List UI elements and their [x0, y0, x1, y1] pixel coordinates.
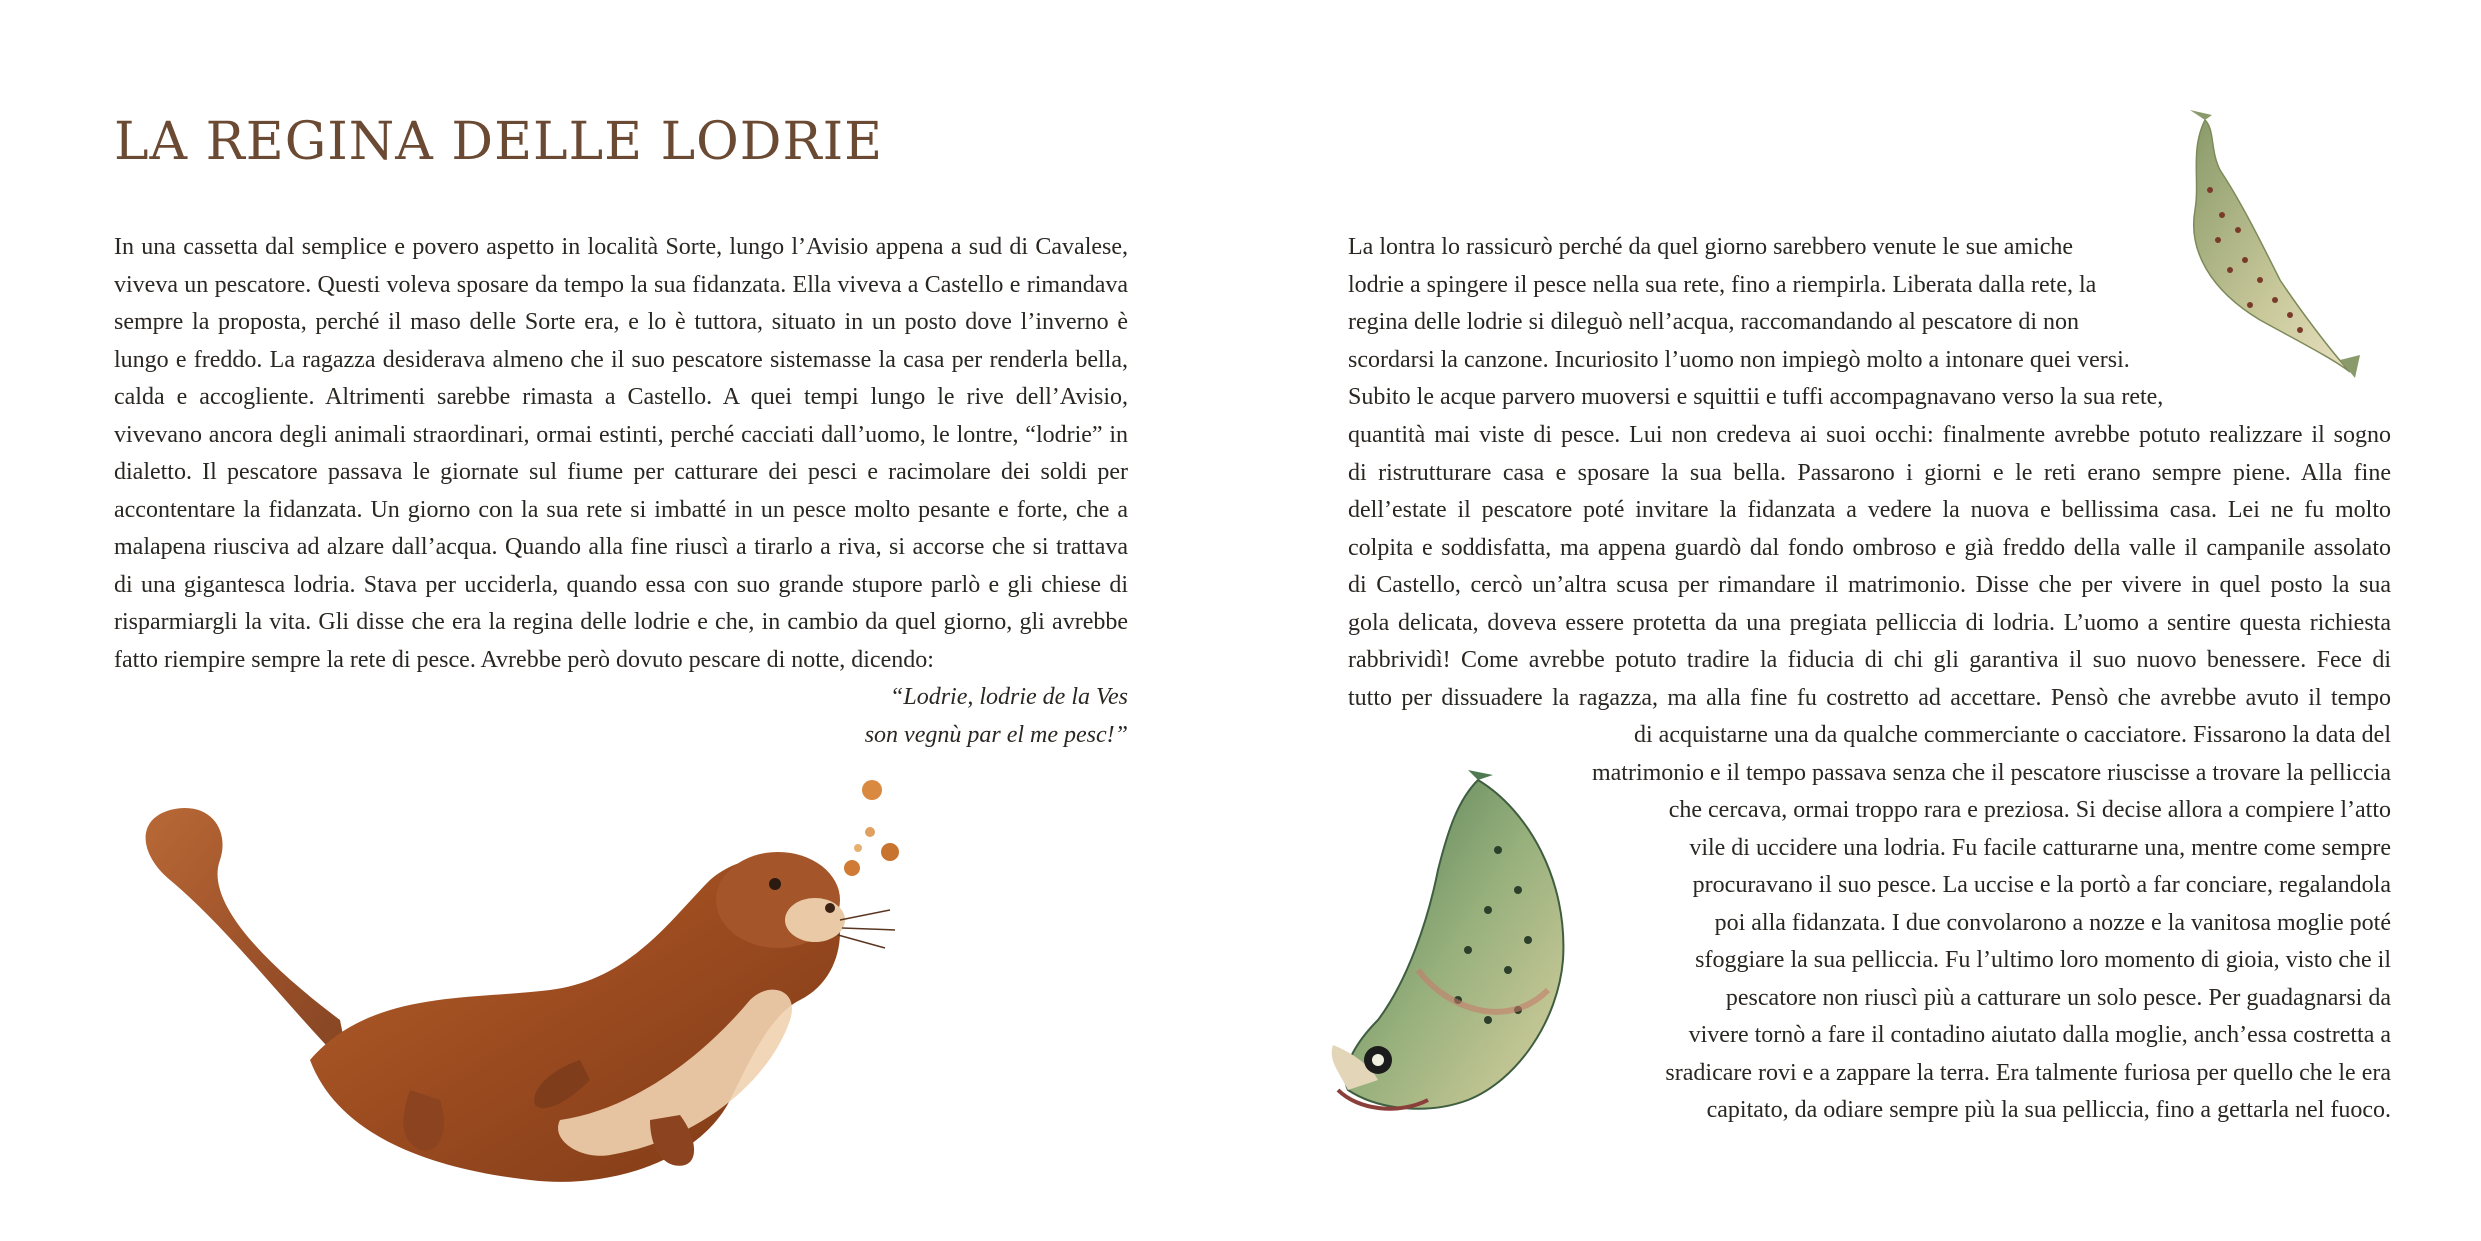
- story-line: scordarsi la canzone. Incuriosito l’uomo non impiegò molto a intonare quei versi.: [1348, 346, 2130, 373]
- story-line: vile di uccidere una lodria. Fu facile catturarne una, mentre come sempre: [1689, 834, 2391, 861]
- story-paragraph-left: In una cassetta dal semplice e povero aspetto in località Sorte, lungo l’Avisio appena a sud di Cavalese, viveva un pescatore. Questi voleva sposare da tempo la sua fidanzata. Ella viveva a Castello e rimandava sempre la proposta, perché il maso delle Sorte era, e lo è tuttora, situato in un posto dove l’inverno è lungo e freddo. La ragazza desiderava almeno che il suo pescatore sistemasse la casa per renderla bella, calda e accogliente. Altrimenti sarebbe rimasta a Castello. A quei tempi lungo le rive dell’Avisio, vivevano ancora degli animali straordinari, ormai estinti, perché cacciati dall’uomo, le lontre, “lodrie” in dialetto. Il pescatore passava le giornate sul fiume per catturare dei pesci e racimolare dei soldi per accontentare la fidanzata. Un giorno con la sua rete si imbatté in un pesce molto pesante e forte, che a malapena riusciva ad alzare dall’acqua. Quando alla fine riuscì a tirarlo a riva, si accorse che si trattava di una gigantesca lodria. Stava per ucciderla, quando essa con suo grande stupore parlò e gli chiese di risparmiargli la vita. Gli disse che era la regina delle lodrie e che, in cambio da quel giorno, gli avrebbe fatto riempire sempre la rete di pesce. Avrebbe però dovuto pescare di notte, dicendo:: [114, 234, 1128, 673]
- story-line: dell’estate il pescatore poté invitare la fidanzata a vedere la nuova e bellissima casa. Lei ne fu molto: [1348, 497, 2391, 523]
- story-line: gola delicata, doveva essere protetta da una pregiata pelliccia di lodria. L’uomo a sentire questa richiesta: [1348, 609, 2391, 636]
- right-story-middle: [1348, 417, 2391, 717]
- story-line: tutto per dissuadere la ragazza, ma alla fine fu costretto ad accettare. Pensò che avrebbe avuto il tempo: [1348, 684, 2391, 711]
- story-line: procuravano il suo pesce. La uccise e la portò a far conciare, regalandola: [1692, 872, 2391, 898]
- dialect-rhyme: [114, 679, 1128, 754]
- story-line: matrimonio e il tempo passava senza che il pescatore riuscisse a trovare la pelliccia: [1591, 759, 2391, 786]
- page-title: LA REGINA DELLE LODRIE: [114, 112, 884, 172]
- rhyme-line-2: son vegnù par el me pesc!”: [864, 721, 1128, 748]
- story-line: di ristrutturare casa e sposare la sua bella. Passarono i giorni e le reti erano sempre piene. Alla fine: [1348, 459, 2391, 486]
- story-line: vivere tornò a fare il contadino aiutato dalla moglie, anch’essa costretta a: [1688, 1022, 2391, 1048]
- story-line: regina delle lodrie si dileguò nell’acqua, raccomandando al pescatore di non: [1348, 309, 2080, 335]
- story-line: lodrie a spingere il pesce nella sua rete, fino a riempirla. Liberata dalla rete, la: [1348, 271, 2097, 298]
- story-line: sradicare rovi e a zappare la terra. Era talmente furiosa per quello che le era: [1665, 1059, 2391, 1086]
- story-line: colpita e soddisfatta, ma appena guardò dal fondo ombroso e già freddo della valle il campanile assolato: [1348, 534, 2391, 561]
- right-story-top: [1348, 229, 2163, 417]
- story-line: capitato, da odiare sempre più la sua pelliccia, fino a gettarla nel fuoco.: [1706, 1097, 2391, 1123]
- story-line: quantità mai viste di pesce. Lui non credeva ai suoi occhi: finalmente avrebbe potuto realizzare il sogno: [1348, 422, 2391, 448]
- story-line: poi alla fidanzata. I due convolarono a nozze e la vanitosa moglie poté: [1714, 909, 2391, 936]
- story-line: Subito le acque parvero muoversi e squittii e tuffi accompagnavano verso la sua rete,: [1348, 384, 2164, 410]
- story-line: pescatore non riuscì più a catturare un solo pesce. Per guadagnarsi da: [1725, 984, 2391, 1011]
- story-line: sfoggiare la sua pelliccia. Fu l’ultimo loro momento di gioia, visto che il: [1695, 947, 2391, 973]
- large-trout-illustration: [1318, 770, 1588, 1130]
- story-line: La lontra lo rassicurò perché da quel giorno sarebbero venute le sue amiche: [1348, 234, 2074, 260]
- small-trout-illustration: [2150, 110, 2360, 380]
- story-line: che cercava, ormai troppo rara e preziosa. Si decise allora a compiere l’atto: [1668, 797, 2391, 823]
- story-line: rabbrividì! Come avrebbe potuto tradire la fiducia di chi gli garantiva il suo nuovo benessere. Fece di: [1348, 647, 2391, 673]
- otter-illustration: [110, 760, 930, 1200]
- rhyme-line-1: “Lodrie, lodrie de la Ves: [890, 684, 1128, 710]
- story-line: di acquistarne una da qualche commerciante o cacciatore. Fissarono la data del: [1634, 722, 2391, 748]
- right-story-bottom: [1592, 717, 2391, 1130]
- story-line: di Castello, cercò un’altra scusa per rimandare il matrimonio. Disse che per vivere in quel posto la sua: [1348, 572, 2391, 598]
- left-story-text: [114, 229, 1128, 679]
